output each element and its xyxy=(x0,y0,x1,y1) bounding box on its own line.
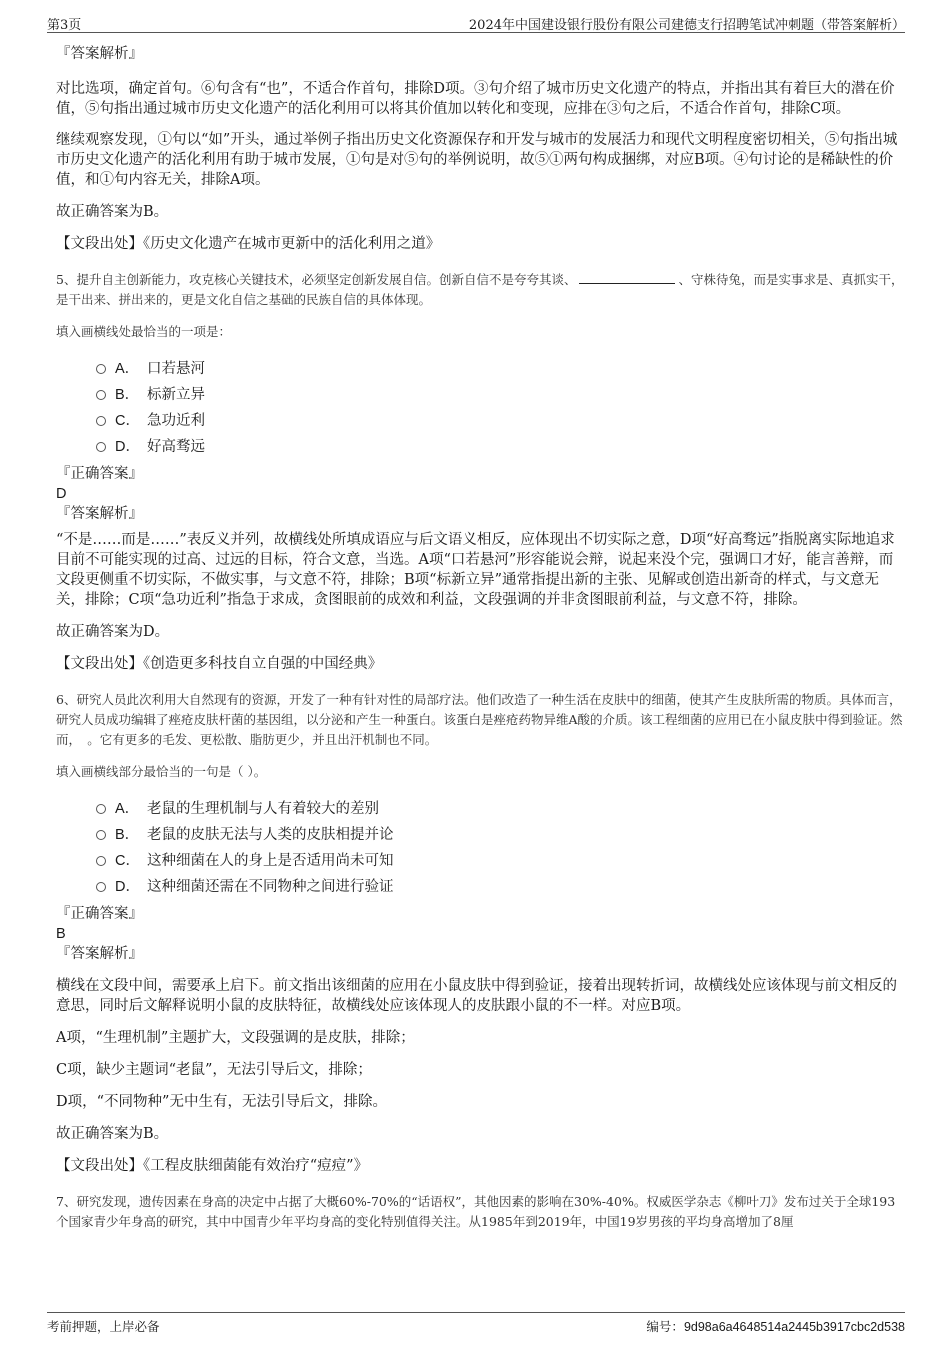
radio-icon[interactable] xyxy=(96,830,106,840)
conclusion: 故正确答案为B。 xyxy=(56,1126,169,1142)
document-title: 2024年中国建设银行股份有限公司建德支行招聘笔试冲刺题（带答案解析） xyxy=(468,18,905,33)
question-prompt: 填入画横线处最恰当的一项是： xyxy=(56,324,232,339)
page-header xyxy=(47,10,905,33)
source-citation: 【文段出处】《历史文化遗产在城市更新中的活化利用之道》 xyxy=(56,236,441,252)
analysis-paragraph: 对比选项，确定首句。⑥句含有“也”，不适合作首句，排除D项。③句介绍了城市历史文化遗产的特点，并指出其有着巨大的潜在价值，⑤句指出通过城市历史文化遗产的活化利用可以将其价值加以转化和变现，应排在③句之后，不适合作首句，排除C项。 xyxy=(56,81,895,117)
option-text: 标新立异 xyxy=(147,386,205,403)
question-text: 6、研究人员此次利用大自然现有的资源，开发了一种有针对性的局部疗法。他们改造了一种生活在皮肤中的细菌，使其产生皮肤所需的物质。具体而言，研究人员成功编辑了痤疮皮肤杆菌的基因组，以分泌和产生一种蛋白。该蛋白是痤疮药物异维A酸的介质。该工程细菌的应用已在小鼠皮肤中得到验证。然而， 。它有更多的毛发、更松散、脂肪更少，并且出汗机制也不同。 xyxy=(56,692,903,747)
option-letter: B． xyxy=(115,386,140,403)
analysis-label: 『答案解析』 xyxy=(56,506,143,522)
option-letter: B． xyxy=(115,826,140,843)
answer-label: 『正确答案』 xyxy=(56,466,143,482)
analysis-option-d: D项，“不同物种”无中生有，无法引导后文，排除。 xyxy=(56,1094,387,1110)
answer-label: 『正确答案』 xyxy=(56,906,143,922)
analysis-paragraph: “不是……而是……”表反义并列，故横线处所填成语应与后文语义相反，应体现出不切实际之意，D项“好高骛远”指脱离实际地追求目前不可能实现的过高、过远的目标，符合文意，当选。A项“口若悬河”形容能说会辩，说起来没个完，强调口才好，能言善辩，而文段更侧重不切实际，不做实事，与文意不符，排除；B项“标新立异”通常指提出新的主张、见解或创造出新奇的样式，与文意无关，排除；C项“急功近利”指急于求成，贪图眼前的成效和利益，文段强调的并非贪图眼前利益，与文意不符，排除。 xyxy=(56,532,895,608)
analysis-label: 『答案解析』 xyxy=(56,946,143,962)
radio-icon[interactable] xyxy=(96,442,106,452)
option-c[interactable] xyxy=(56,406,905,432)
question-prompt: 填入画横线部分最恰当的一句是（ ）。 xyxy=(56,764,267,779)
option-text: 老鼠的生理机制与人有着较大的差别 xyxy=(147,800,379,817)
analysis-label: 『答案解析』 xyxy=(56,46,143,62)
option-letter: C． xyxy=(115,852,140,869)
option-text: 好高骛远 xyxy=(147,438,205,455)
option-letter: A． xyxy=(115,800,140,817)
question-text-before-blank: 5、提升自主创新能力，攻克核心关键技术，必须坚定创新发展自信。创新自信不是夸夸其谈、 xyxy=(56,272,577,287)
option-text: 急功近利 xyxy=(147,412,205,429)
radio-icon[interactable] xyxy=(96,416,106,426)
conclusion: 故正确答案为B。 xyxy=(56,204,169,220)
page-content xyxy=(56,44,905,1232)
radio-icon[interactable] xyxy=(96,364,106,374)
document-code xyxy=(646,1317,905,1335)
option-c[interactable] xyxy=(56,846,905,872)
conclusion: 故正确答案为D。 xyxy=(56,624,170,640)
analysis-option-a: A项，“生理机制”主题扩大，文段强调的是皮肤，排除； xyxy=(56,1030,415,1046)
option-letter: A． xyxy=(115,360,140,377)
radio-icon[interactable] xyxy=(96,856,106,866)
option-text: 这种细菌在人的身上是否适用尚未可知 xyxy=(147,852,394,869)
radio-icon[interactable] xyxy=(96,390,106,400)
analysis-paragraph: 横线在文段中间，需要承上启下。前文指出该细菌的应用在小鼠皮肤中得到验证，接着出现转折词，故横线处应该体现与前文相反的意思，同时后文解释说明小鼠的皮肤特征，故横线处应该体现人的皮肤跟小鼠的不一样。对应B项。 xyxy=(56,978,897,1014)
option-letter: D． xyxy=(115,438,140,455)
answer-value: D xyxy=(56,486,67,502)
answer-value: B xyxy=(56,926,66,942)
option-b[interactable] xyxy=(56,820,905,846)
source-citation: 【文段出处】《工程皮肤细菌能有效治疗“痘痘”》 xyxy=(56,1158,369,1174)
fill-blank-line xyxy=(579,271,675,284)
question-text: 7、研究发现，遗传因素在身高的决定中占据了大概60%-70%的“话语权”，其他因素的影响在30%-40%。权威医学杂志《柳叶刀》发布过关于全球193个国家青少年身高的研究，其中中国青少年平均身高的变化特别值得关注。从1985年到2019年，中国19岁男孩的平均身高增加了8厘 xyxy=(56,1194,896,1229)
analysis-paragraph: 继续观察发现，①句以“如”开头，通过举例子指出历史文化资源保存和开发与城市的发展活力和现代文明程度密切相关，⑤句指出城市历史文化遗产的活化利用有助于城市发展，①句是对⑤句的举例说明，故⑤①两句构成捆绑，对应B项。④句讨论的是稀缺性的价值，和①句内容无关，排除A项。 xyxy=(56,132,898,188)
question-text-after-blank: 、守株待兔，而是实事求是、真抓实干，是干出来、拼出来的，更是文化自信之基础的民族自信的具体体现。 xyxy=(56,272,904,307)
source-citation: 【文段出处】《创造更多科技自立自强的中国经典》 xyxy=(56,656,383,672)
analysis-option-c: C项，缺少主题词“老鼠”，无法引导后文，排除； xyxy=(56,1062,372,1078)
option-letter: C． xyxy=(115,412,140,429)
option-text: 这种细菌还需在不同物种之间进行验证 xyxy=(147,878,394,895)
option-a[interactable] xyxy=(56,794,905,820)
code-value: 9d98a6a4648514a2445b3917cbc2d538 xyxy=(683,1320,905,1334)
page-footer xyxy=(47,1312,905,1334)
option-letter: D． xyxy=(115,878,140,895)
option-d[interactable] xyxy=(56,432,905,458)
option-text: 口若悬河 xyxy=(147,360,205,377)
option-b[interactable] xyxy=(56,380,905,406)
radio-icon[interactable] xyxy=(96,882,106,892)
option-a[interactable] xyxy=(56,354,905,380)
radio-icon[interactable] xyxy=(96,804,106,814)
option-text: 老鼠的皮肤无法与人类的皮肤相提并论 xyxy=(147,826,394,843)
question-text xyxy=(56,270,905,310)
code-label: 编号： xyxy=(646,1319,684,1334)
option-d[interactable] xyxy=(56,872,905,898)
option-list xyxy=(56,794,905,898)
option-list xyxy=(56,354,905,458)
page-number: 第3页 xyxy=(47,18,82,33)
footer-slogan: 考前押题，上岸必备 xyxy=(47,1319,160,1334)
